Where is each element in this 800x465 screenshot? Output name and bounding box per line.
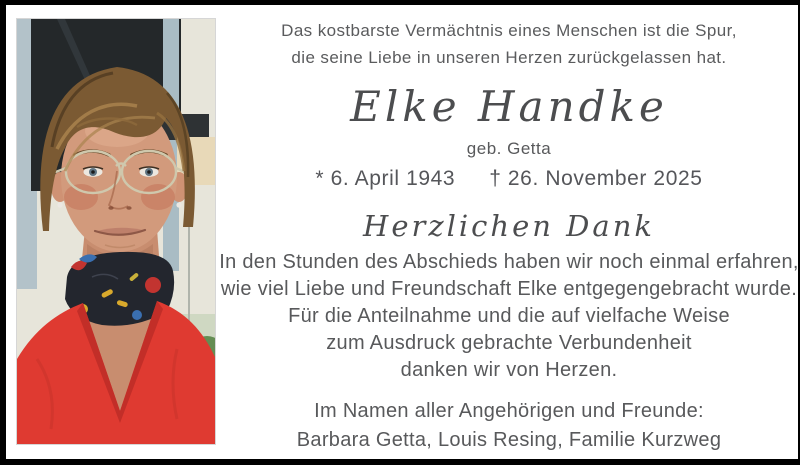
body-line: In den Stunden des Abschieds haben wir noch einmal erfahren,	[219, 251, 799, 273]
birth-date: * 6. April 1943	[315, 167, 456, 190]
death-date: † 26. November 2025	[489, 167, 703, 190]
epigraph-line-1: Das kostbarste Vermächtnis eines Menschen ist die Spur,	[281, 21, 737, 40]
body-line: zum Ausdruck gebrachte Verbundenheit	[326, 332, 692, 354]
body-line: wie viel Liebe und Freundschaft Elke entgegengebracht wurde.	[220, 278, 798, 300]
portrait-illustration	[17, 19, 215, 444]
portrait-photo	[16, 18, 216, 445]
thanks-heading: Herzlichen Dank	[363, 209, 655, 243]
deceased-name: Elke Handke	[350, 82, 668, 131]
body-line: danken wir von Herzen.	[400, 359, 618, 381]
body-line: Für die Anteilnahme und die auf vielfache Weise	[288, 305, 730, 327]
notice-text-column	[218, 5, 800, 460]
epigraph-line-2: die seine Liebe in unseren Herzen zurückgelassen hat.	[291, 48, 727, 67]
maiden-name: geb. Getta	[466, 139, 552, 158]
life-dates	[218, 165, 800, 193]
closing-line: Im Namen aller Angehörigen und Freunde:	[314, 400, 704, 422]
thanks-body	[218, 249, 800, 384]
mourners-line: Barbara Getta, Louis Resing, Familie Kurzweg	[296, 429, 722, 451]
epigraph	[218, 17, 800, 71]
notice-sheet	[6, 5, 798, 459]
